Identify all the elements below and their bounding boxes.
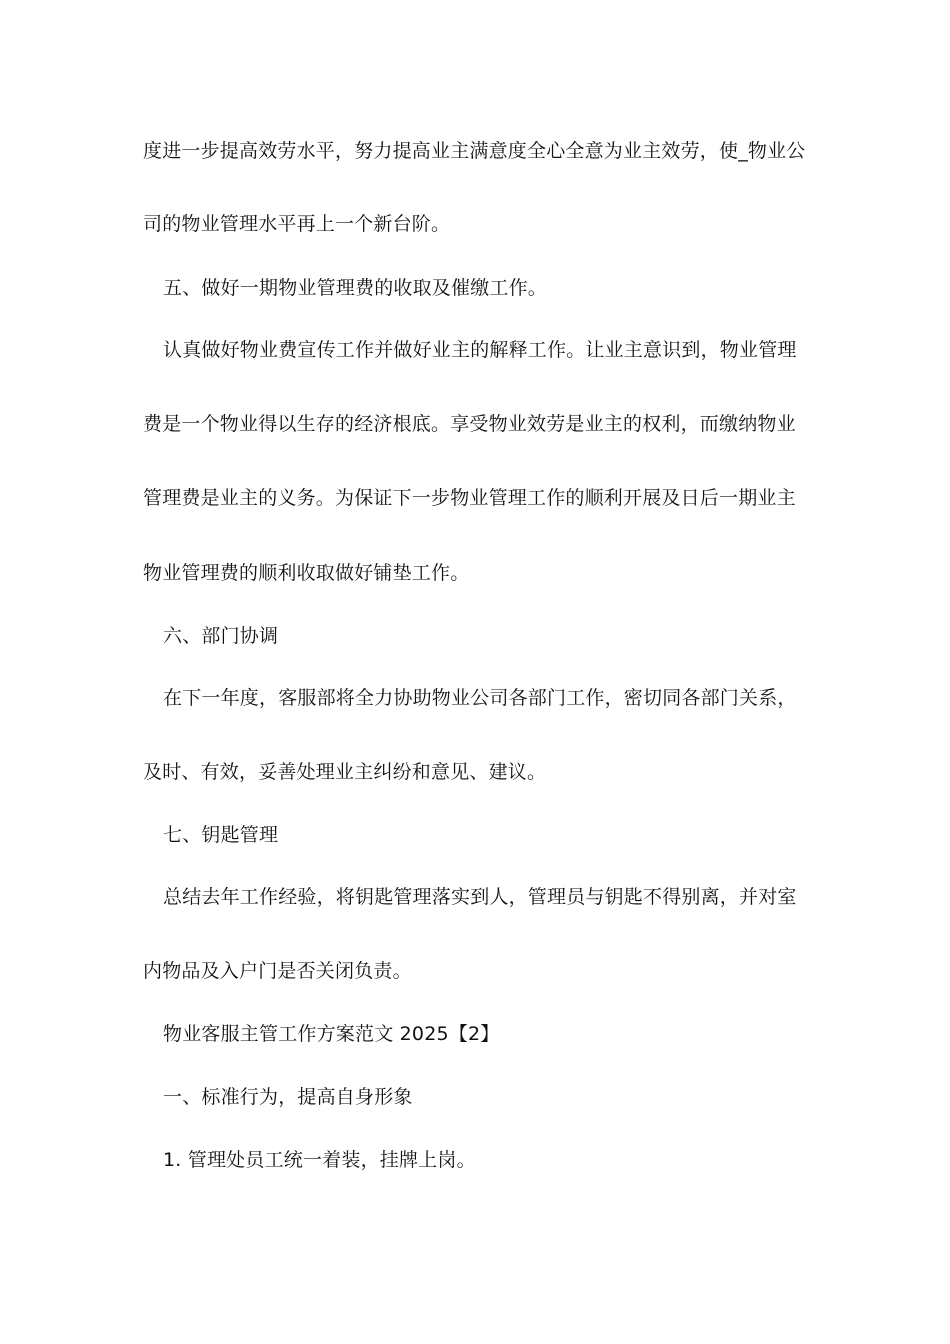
paragraph-line: 及时、有效，妥善处理业主纠纷和意见、建议。 bbox=[143, 761, 547, 783]
section-heading: 七、钥匙管理 bbox=[163, 824, 279, 846]
paragraph-line: 物业管理费的顺利收取做好铺垫工作。 bbox=[143, 562, 470, 584]
paragraph-line: 度进一步提高效劳水平，努力提高业主满意度全心全意为业主效劳，使_物业公 bbox=[143, 140, 806, 162]
paragraph-line: 在下一年度，客服部将全力协助物业公司各部门工作，密切同各部门关系， bbox=[163, 687, 797, 709]
section-heading: 一、标准行为，提高自身形象 bbox=[163, 1086, 413, 1108]
paragraph-line: 司的物业管理水平再上一个新台阶。 bbox=[143, 213, 451, 235]
document-title: 物业客服主管工作方案范文 2025【2】 bbox=[163, 1023, 500, 1045]
list-item: 1. 管理处员工统一着装，挂牌上岗。 bbox=[163, 1149, 476, 1171]
paragraph-line: 费是一个物业得以生存的经济根底。享受物业效劳是业主的权利，而缴纳物业 bbox=[143, 413, 796, 435]
paragraph-line: 认真做好物业费宣传工作并做好业主的解释工作。让业主意识到，物业管理 bbox=[163, 339, 797, 361]
section-heading: 六、部门协调 bbox=[163, 625, 279, 647]
section-heading: 五、做好一期物业管理费的收取及催缴工作。 bbox=[163, 277, 548, 299]
paragraph-line: 内物品及入户门是否关闭负责。 bbox=[143, 960, 412, 982]
paragraph-line: 管理费是业主的义务。为保证下一步物业管理工作的顺利开展及日后一期业主 bbox=[143, 487, 796, 509]
paragraph-line: 总结去年工作经验，将钥匙管理落实到人，管理员与钥匙不得别离，并对室 bbox=[163, 886, 797, 908]
